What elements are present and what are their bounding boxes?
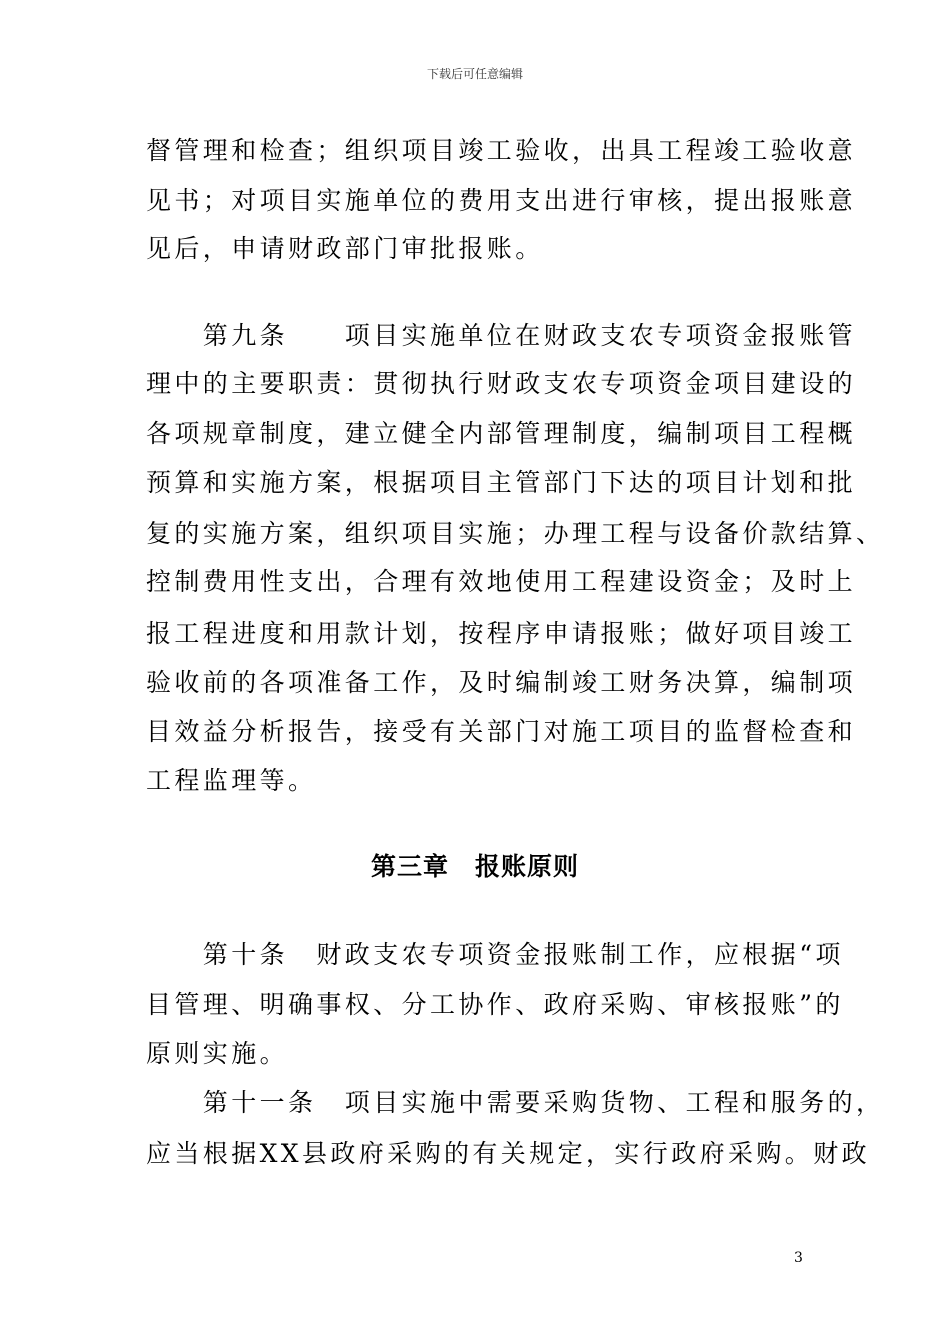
article-11-line: 第十一条 项目实施中需要采购货物、工程和服务的， xyxy=(146,1088,885,1117)
body-text-line: 理中的主要职责：贯彻执行财政支农专项资金项目建设的 xyxy=(146,369,857,398)
article-9-line: 第九条 项目实施单位在财政支农专项资金报账管 xyxy=(146,321,857,350)
body-text-line: 预算和实施方案，根据项目主管部门下达的项目计划和批 xyxy=(146,468,857,497)
article-10-line: 第十条 财政支农专项资金报账制工作，应根据“项 xyxy=(146,940,844,969)
body-text-line: 验收前的各项准备工作，及时编制竣工财务决算，编制项 xyxy=(146,668,857,697)
page-number: 3 xyxy=(794,1250,803,1266)
body-text-line: 原则实施。 xyxy=(146,1039,289,1068)
body-text-line: 应当根据XX县政府采购的有关规定，实行政府采购。财政 xyxy=(146,1139,870,1168)
body-text-line: 报工程进度和用款计划，按程序申请报账；做好项目竣工 xyxy=(146,619,857,648)
body-text-line: 目效益分析报告，接受有关部门对施工项目的监督检查和 xyxy=(146,717,857,746)
body-text-line: 各项规章制度，建立健全内部管理制度，编制项目工程概 xyxy=(146,419,857,448)
body-text-line: 复的实施方案，组织项目实施；办理工程与设备价款结算、 xyxy=(146,519,885,548)
body-text-line: 见后，申请财政部门审批报账。 xyxy=(146,234,544,263)
page-header-note: 下载后可任意编辑 xyxy=(426,67,523,81)
body-text-line: 目管理、明确事权、分工协作、政府采购、审核报账”的 xyxy=(146,990,844,1019)
body-text-line: 督管理和检查；组织项目竣工验收，出具工程竣工验收意 xyxy=(146,136,857,165)
body-text-line: 工程监理等。 xyxy=(146,766,317,795)
chapter-title: 第三章 报账原则 xyxy=(370,852,579,881)
body-text-line: 控制费用性支出，合理有效地使用工程建设资金；及时上 xyxy=(146,567,857,596)
body-text-line: 见书；对项目实施单位的费用支出进行审核，提出报账意 xyxy=(146,186,857,215)
